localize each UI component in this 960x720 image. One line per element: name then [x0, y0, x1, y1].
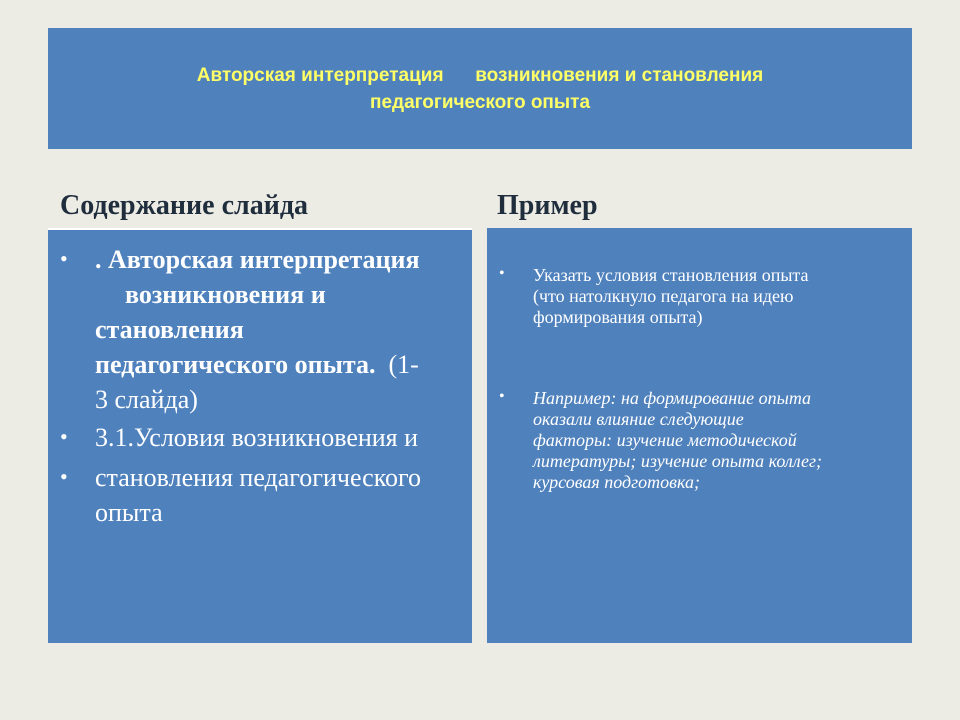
slide-title-box	[48, 28, 912, 149]
slide-title-line-2: педагогического опыта	[369, 91, 591, 113]
item-bold-text: педагогического опыта.	[95, 350, 376, 379]
list-item-line: опыта	[95, 498, 163, 527]
list-item-text	[95, 242, 465, 417]
list-item-line: оказали влияние следующие	[533, 409, 744, 429]
item-bold-text: возникновения и	[125, 280, 326, 309]
item-prefix: .	[95, 245, 108, 274]
bullet-icon: •	[60, 464, 68, 489]
list-item-line: становления педагогического	[95, 463, 422, 492]
example-panel	[487, 228, 912, 643]
bullet-icon: •	[499, 388, 505, 405]
list-item-line: (что натолкнуло педагога на идею	[533, 286, 794, 306]
list-item-line: литературы; изучение опыта коллег;	[533, 451, 823, 471]
bullet-icon: •	[499, 265, 505, 282]
bullet-icon: •	[60, 246, 68, 271]
slide-title-line-1: Авторская интерпретация возникновения и становления	[196, 64, 764, 86]
item-note: 3 слайда)	[95, 385, 198, 414]
right-column-heading: Пример	[497, 190, 598, 221]
list-item-text	[95, 460, 465, 530]
list-item-text: 3.1.Условия возникновения и	[95, 423, 419, 452]
list-item-line: формирования опыта)	[533, 307, 703, 327]
list-item-line: Например: на формирование опыта	[533, 388, 812, 408]
list-item-line: Указать условия становления опыта	[533, 265, 809, 285]
item-bold-text: Авторская интерпретация	[108, 245, 420, 274]
list-item-line: курсовая подготовка;	[533, 472, 700, 492]
item-note: (1-	[388, 350, 419, 379]
list-item-text	[533, 388, 903, 493]
list-item-text	[533, 265, 903, 328]
item-bold-text: становления	[95, 315, 244, 344]
bullet-icon: •	[60, 424, 68, 449]
list-item-line: факторы: изучение методической	[533, 430, 797, 450]
slide-content-panel	[48, 228, 472, 643]
left-column-heading: Содержание слайда	[60, 190, 309, 221]
